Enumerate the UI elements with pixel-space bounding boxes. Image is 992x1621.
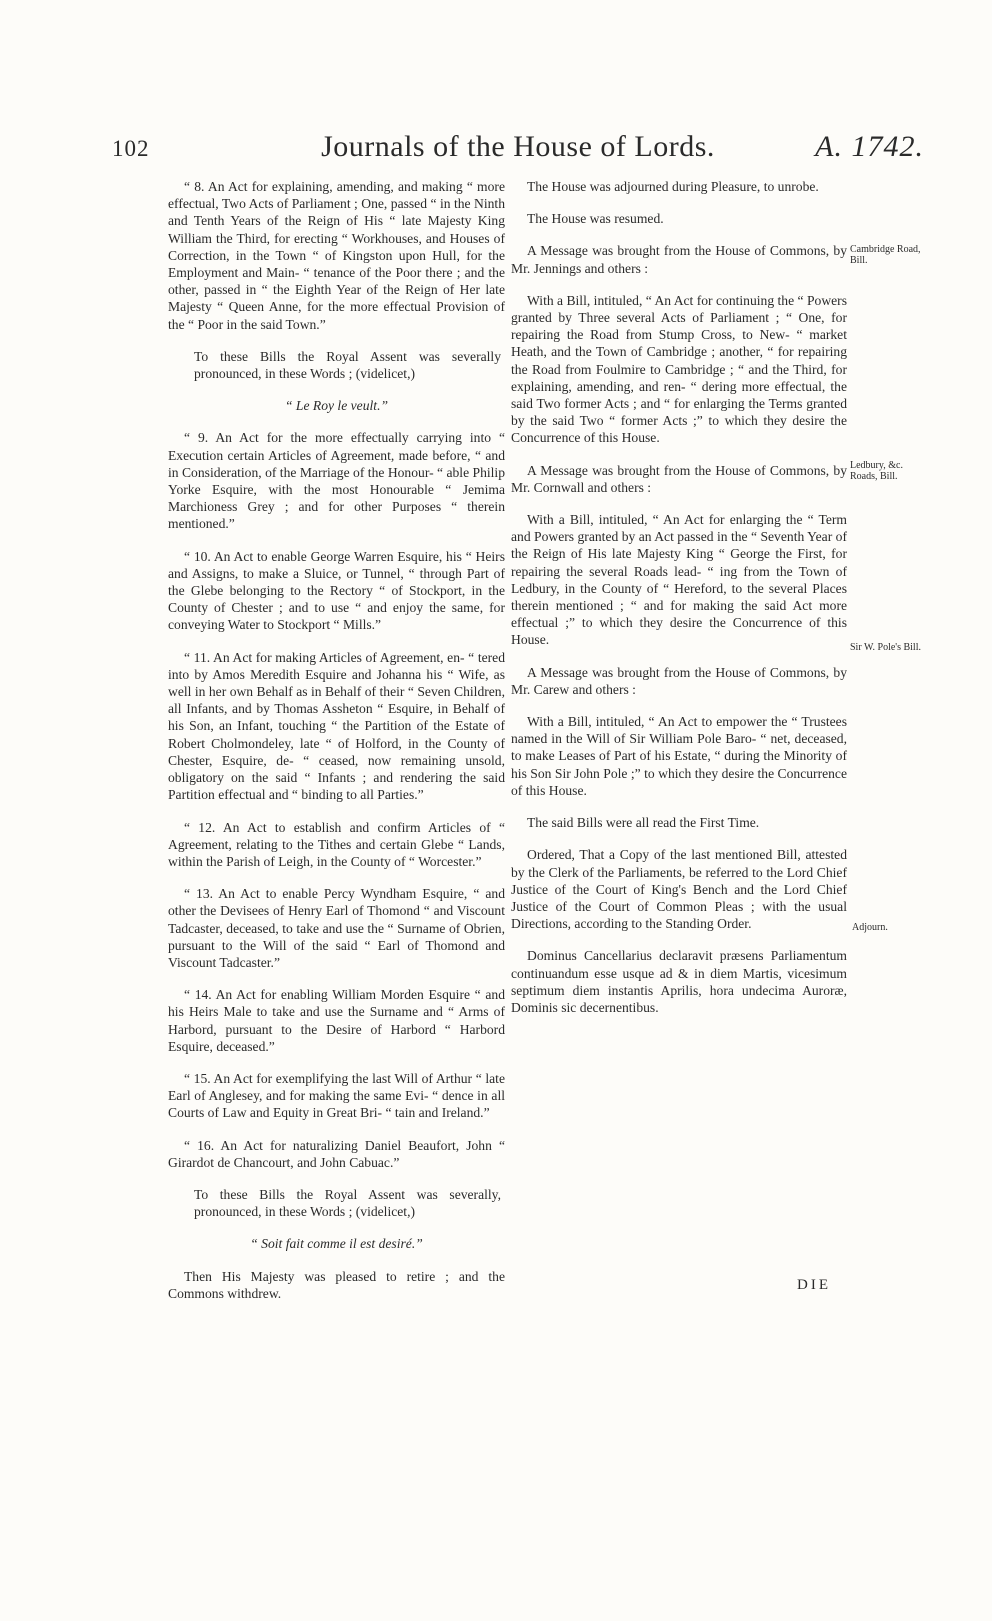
- right-column: [511, 178, 847, 1031]
- act-10-paragraph: “ 10. An Act to enable George Warren Esquire, his “ Heirs and Assigns, to make a Sluice, or Tunnel, “ through Part of the Glebe belonging to the Rectory “ of Stockport, in the County of Chester ; and to use “ and enjoy the same, for conveying Water to Stockport “ Mills.”: [168, 548, 505, 633]
- catchword: DIE: [797, 1277, 831, 1293]
- royal-assent-formula-2: “ Soit fait comme il est desiré.”: [250, 1236, 423, 1252]
- margin-note-adjourn: Adjourn.: [852, 922, 888, 933]
- margin-note-pole: Sir W. Pole's Bill.: [850, 642, 921, 653]
- royal-assent-statement: To these Bills the Royal Assent was severally pronounced, in these Words ; (videlicet,): [194, 348, 501, 382]
- page-header: [112, 128, 924, 168]
- act-14-paragraph: “ 14. An Act for enabling William Morden Esquire “ and his Heirs Male to take and use the Surname and “ Arms of Harbord, pursuant to the Desire of Harbord “ Harbord Esquire, deceased.”: [168, 987, 505, 1054]
- page-title: Journals of the House of Lords.: [321, 130, 715, 163]
- royal-assent-formula: “ Le Roy le veult.”: [284, 398, 389, 414]
- act-8-paragraph: “ 8. An Act for explaining, amending, and making “ more effectual, Two Acts of Parliament ; One, passed “ in the Ninth and Tenth Years of the Reign of His “ late Majesty King William the Third, for erecting “ Workhouses, and Houses of Correction, in the Town “ of Kingston upon Hull, for the Employment and Main- “ tenance of the Poor there ; and the other, passed in “ the Eighth Year of the Reign of Her late Majesty “ Queen Anne, for the more effectual Provision of the “ Poor in the said Town.”: [168, 179, 505, 332]
- royal-assent-statement-2: To these Bills the Royal Assent was severally, pronounced, in these Words ; (videlicet,): [194, 1186, 501, 1220]
- act-13-paragraph: “ 13. An Act to enable Percy Wyndham Esquire, “ and other the Devisees of Henry Earl of Thomond “ and Viscount Tadcaster, deceased, to take and use the “ Surname of Obrien, pursuant to the Will of the said “ Earl of Thomond and Viscount Tadcaster.”: [168, 886, 505, 970]
- act-9-paragraph: “ 9. An Act for the more effectually carrying into “ Execution certain Articles of Agreement, made before, “ and in Consideration, of the Marriage of the Honour- “ able Philip Yorke Esquire, with the most Honourable “ Jemima Marchioness Grey ; and for other Purposes “ therein mentioned.”: [168, 430, 505, 532]
- cambridge-bill-paragraph: With a Bill, intituled, “ An Act for continuing the “ Powers granted by Three several Acts of Parliament ; “ One, for repairing the Road from Stump Cross, to New- “ market Heath, and the Town of Cambridge ; another, “ for repairing the Road from Foulmire to Cambridge ; “ and the Third, for explaining, amending, and ren- “ dering more effectual, the said Two former Acts ; and “ for enlarging the Terms granted by the said Two “ former Acts ;” to which they desire the Concurrence of this House.: [511, 292, 847, 446]
- message-carew: A Message was brought from the House of Commons, by Mr. Carew and others :: [511, 664, 847, 697]
- adjourned-paragraph: The House was adjourned during Pleasure, to unrobe.: [527, 179, 819, 194]
- margin-note-ledbury: Ledbury, &c. Roads, Bill.: [850, 460, 903, 482]
- ordered-paragraph: Ordered, That a Copy of the last mentioned Bill, attested by the Clerk of the Parliaments, be referred to the Lord Chief Justice of the Court of King's Bench and the Lord Chief Justice of the Court of Common Pleas ; with the usual Directions, according to the Standing Order.: [511, 847, 847, 932]
- adjournment-latin-paragraph: Dominus Cancellarius declaravit præsens Parliamentum continuandum esse usque ad & in diem Martis, vicesimum septimum diem instantis Aprilis, hora undecima Auroræ, Dominis sic decernentibus.: [511, 948, 847, 1015]
- resumed-paragraph: The House was resumed.: [527, 211, 664, 227]
- message-cornwall: A Message was brought from the House of Commons, by Mr. Cornwall and others :: [511, 462, 847, 495]
- act-15-paragraph: “ 15. An Act for exemplifying the last Will of Arthur “ late Earl of Anglesey, and for making the same Evi- “ dence in all Courts of Law and Equity in Great Bri- “ tain and Ireland.”: [168, 1070, 505, 1121]
- page-year: A. 1742.: [815, 130, 924, 163]
- first-reading-paragraph: The said Bills were all read the First Time.: [527, 815, 760, 831]
- act-16-paragraph: “ 16. An Act for naturalizing Daniel Beaufort, John “ Girardot de Chancourt, and John Cabuac.”: [168, 1137, 505, 1170]
- left-column: [168, 178, 505, 1317]
- margin-note-cambridge: Cambridge Road, Bill.: [850, 244, 921, 266]
- act-11-paragraph: “ 11. An Act for making Articles of Agreement, en- “ tered into by Amos Meredith Esquire and Johanna his “ Wife, as well in her own Behalf as in Behalf of their “ Seven Children, all Infants, and by Thomas Assheton “ Esquire, in Behalf of his Son, an Infant, touching “ the Partition of the Estate of Robert Cholmondeley, late “ of Holford, in the County of Chester, Esquire, de- “ ceased, now remaining unsold, obligatory on the said “ Infants ; and rendering the said Partition effectual and “ binding to all Parties.”: [168, 649, 505, 803]
- pole-bill-paragraph: With a Bill, intituled, “ An Act to empower the “ Trustees named in the Will of Sir William Pole Baro- “ net, deceased, to make Leases of Part of his Estate, “ during the Minority of his Son Sir John Pole ;” to which they desire the Concurrence of this House.: [511, 714, 847, 798]
- act-12-paragraph: “ 12. An Act to establish and confirm Articles of “ Agreement, relating to the Tithes and certain Glebe “ Lands, within the Parish of Leigh, in the County of “ Worcester.”: [168, 819, 505, 869]
- ledbury-bill-paragraph: With a Bill, intituled, “ An Act for enlarging the “ Term and Powers granted by an Act passed in the “ Seventh Year of the Reign of His late Majesty King “ George the First, for repairing the several Roads lead- “ ing from the Town of Ledbury, in the County of “ Hereford, to the several Places therein mentioned ; “ and for making the said Act more effectual ;” to which they desire the Concurrence of this House.: [511, 512, 847, 648]
- page-number: 102: [112, 136, 150, 161]
- majesty-retires-paragraph: Then His Majesty was pleased to retire ; and the Commons withdrew.: [168, 1268, 505, 1301]
- message-jennings: A Message was brought from the House of Commons, by Mr. Jennings and others :: [511, 243, 847, 276]
